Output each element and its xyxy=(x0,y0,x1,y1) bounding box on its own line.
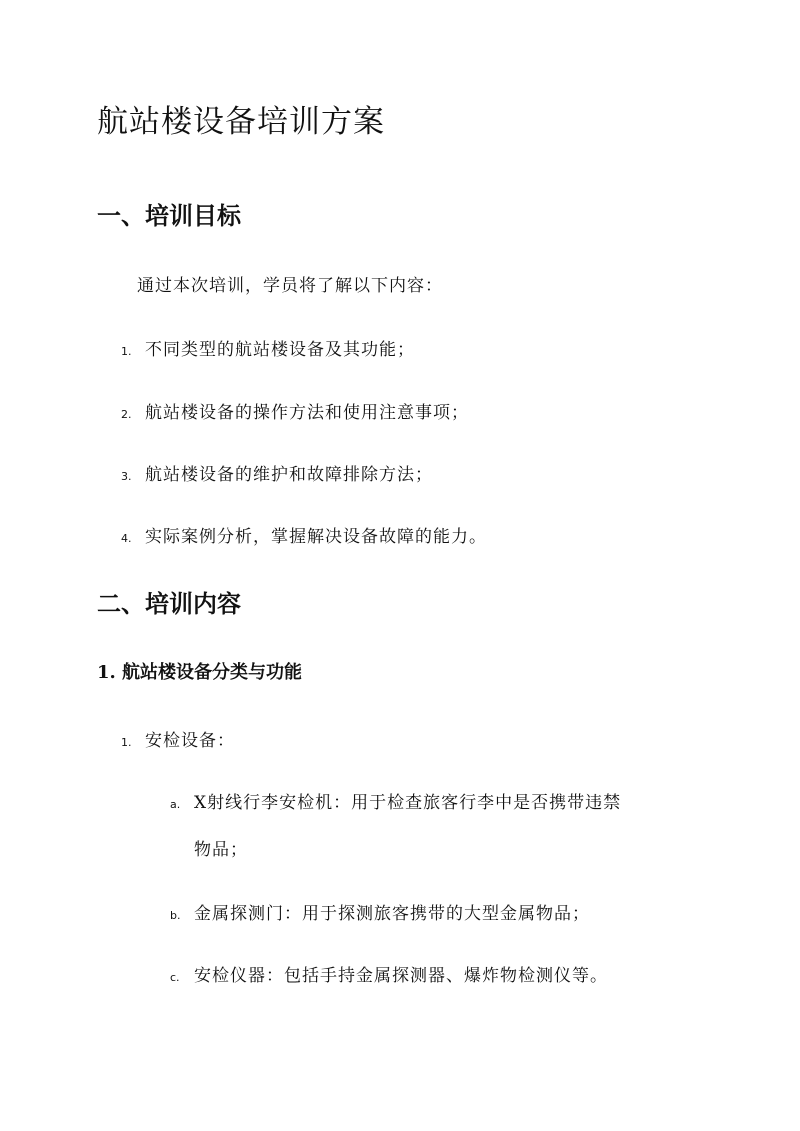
list-item-text: 航站楼设备的维护和故障排除方法； xyxy=(145,465,433,485)
list-item-text: X射线行李安检机：用于检查旅客行李中是否携带违禁 xyxy=(194,793,622,813)
sub-list-item xyxy=(170,899,590,924)
list-item xyxy=(121,398,469,423)
list-item-text: 实际案例分析，掌握解决设备故障的能力。 xyxy=(145,527,487,547)
section-heading-training-goals: 一、培训目标 xyxy=(97,201,241,230)
sub-list-item xyxy=(170,788,621,813)
intro-paragraph: 通过本次培训，学员将了解以下内容： xyxy=(137,276,443,296)
list-marker: 4. xyxy=(121,532,132,545)
list-marker: 1. xyxy=(121,736,132,749)
list-item-text: 不同类型的航站楼设备及其功能； xyxy=(145,340,415,360)
list-item xyxy=(121,726,235,751)
list-item xyxy=(121,335,415,360)
list-item xyxy=(121,460,433,485)
list-marker: c. xyxy=(170,971,180,984)
section-heading-training-content: 二、培训内容 xyxy=(97,589,241,618)
list-item-continuation: 物品； xyxy=(194,840,248,860)
list-marker: 3. xyxy=(121,470,132,483)
list-item-text: 安检设备： xyxy=(145,731,235,751)
list-item-text: 安检仪器：包括手持金属探测器、爆炸物检测仪等。 xyxy=(194,966,608,986)
subsection-heading-equipment-classification: 1. 航站楼设备分类与功能 xyxy=(97,662,303,683)
list-marker: 2. xyxy=(121,408,132,421)
list-item-text: 航站楼设备的操作方法和使用注意事项； xyxy=(145,403,469,423)
document-title: 航站楼设备培训方案 xyxy=(97,104,385,140)
list-marker: b. xyxy=(170,909,181,922)
list-marker: a. xyxy=(170,798,181,811)
list-marker: 1. xyxy=(121,345,132,358)
list-item xyxy=(121,522,487,547)
sub-list-item xyxy=(170,961,608,986)
list-item-text: 金属探测门：用于探测旅客携带的大型金属物品； xyxy=(194,904,590,924)
